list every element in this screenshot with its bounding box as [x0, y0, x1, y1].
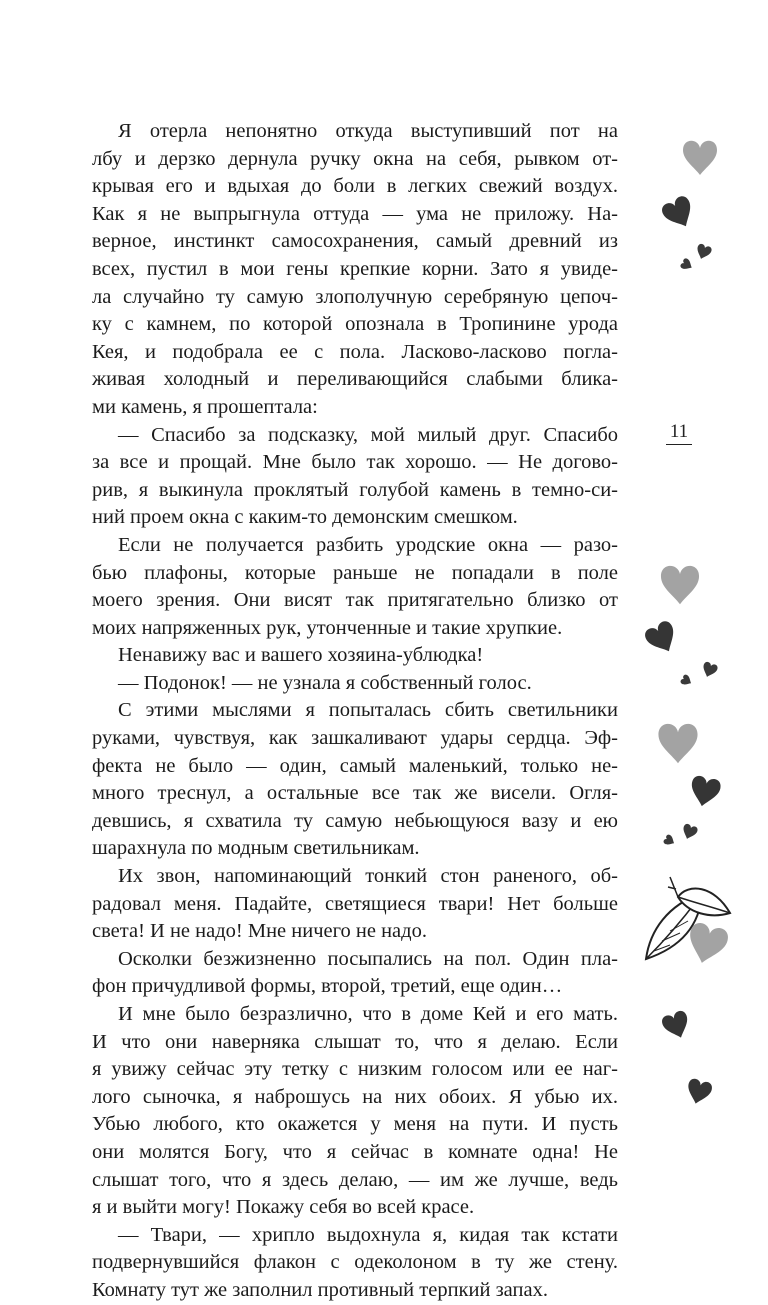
heart-icon — [680, 674, 694, 688]
page-number: 11 — [666, 421, 692, 445]
text-line: — Спасибо за подсказку, мой милый друг. Спасибо — [118, 423, 618, 446]
text-line: моего зрения. Они висят так притягательно близко от — [92, 589, 618, 612]
text-line: лого сыночка, я наброшусь на них обоих. Я убью их. — [92, 1085, 618, 1108]
heart-icon — [663, 834, 677, 848]
text-line: фон причудливой формы, второй, третий, еще один… — [92, 975, 563, 998]
text-line: рив, я выкинула проклятый голубой камень в темно-си- — [92, 478, 618, 501]
text-line: ку с камнем, по которой опознала в Тропинине урода — [92, 313, 618, 336]
text-line: С этими мыслями я попыталась сбить светильники — [118, 699, 618, 722]
heart-icon — [658, 724, 697, 763]
text-line: лбу и дерзко дернула ручку окна на себя, рывком от- — [92, 147, 618, 170]
text-line: Я отерла непонятно откуда выступивший пот на — [118, 120, 618, 142]
text-line: Их звон, напоминающий тонкий стон раненого, об- — [118, 865, 618, 888]
text-line: они молятся Богу, что я сейчас в комнате одна! Не — [92, 1140, 618, 1163]
text-line: И мне было безразлично, что в доме Кей и его мать. — [118, 1003, 618, 1025]
text-line: бью плафоны, которые раньше не попадали в поле — [92, 561, 618, 584]
heart-icon — [684, 1077, 713, 1106]
heart-icon — [660, 194, 699, 233]
text-line: Ненавижу вас и вашего хозяина-ублюдка! — [118, 644, 484, 667]
text-line: ний проем окна с каким-то демонским смешком. — [92, 506, 518, 529]
heart-icon — [694, 243, 712, 261]
text-line: шарахнула по модным светильникам. — [92, 837, 420, 860]
text-line: — Твари, — хрипло выдохнула я, кидая так кстати — [118, 1223, 618, 1246]
heart-icon — [680, 823, 698, 841]
text-line: Осколки безжизненно посыпались на пол. Один пла- — [118, 947, 618, 970]
text-line: руками, чувствуя, как зашкаливают удары сердца. Эф- — [92, 727, 618, 750]
text-line: всех, пустил в мои гены крепкие корни. Зато я увиде- — [92, 257, 618, 280]
heart-icon — [679, 257, 694, 272]
text-line: верное, инстинкт самосохранения, самый древний из — [92, 230, 618, 253]
text-line: И что они наверняка слышат то, что я делаю. Если — [92, 1030, 618, 1053]
text-line: живая холодный и переливающийся слабыми блика- — [92, 368, 618, 391]
text-line: фекта не было — один, самый маленький, только не- — [92, 754, 618, 777]
text-line: света! И не надо! Мне ничего не надо. — [92, 920, 427, 943]
text-line: много треснул, а остальные все так же висели. Огля- — [92, 782, 618, 805]
text-line: Если не получается разбить уродские окна — разо- — [118, 533, 618, 556]
text-line: Кея, и подобрала ее с пола. Ласково-ласково погла- — [92, 340, 618, 363]
heart-icon — [700, 661, 718, 679]
text-line: моих напряженных рук, утонченные и такие хрупкие. — [92, 616, 563, 639]
text-line: крывая его и вдыхая до боли в легких свежий воздух. — [92, 175, 618, 198]
heart-icon — [683, 141, 717, 175]
heart-icon — [661, 566, 699, 604]
text-line: подвернувшийся флакон с одеколоном в ту же стену. — [92, 1251, 618, 1274]
text-line: Комнату тут же заполнил противный терпкий запах. — [92, 1278, 548, 1301]
heart-icon — [660, 1009, 693, 1042]
text-line: за все и прощай. Мне было так хорошо. — Не догово- — [92, 451, 618, 474]
text-line: я увижу сейчас эту тетку с низким голосом или ее наг- — [92, 1058, 618, 1081]
text-line: я и выйти могу! Покажу себя во всей красе. — [92, 1196, 475, 1219]
heart-icon — [643, 619, 682, 658]
text-line: ла случайно ту самую злополучную серебряную цепоч- — [92, 285, 618, 308]
text-line: радовал меня. Падайте, светящиеся твари! Нет больше — [92, 892, 618, 915]
text-line: слышат того, что я здесь делаю, — им же лучше, ведь — [92, 1168, 618, 1191]
text-line: — Подонок! — не узнала я собственный голос. — [118, 671, 532, 694]
text-line: Убью любого, кто окажется у меня на пути. И пусть — [92, 1113, 618, 1136]
heart-icon — [688, 775, 722, 809]
text-line: девшись, я схватила ту самую небьющуюся вазу и ею — [92, 809, 618, 832]
text-line: Как я не выпрыгнула оттуда — ума не приложу. На- — [92, 202, 618, 225]
text-line: ми камень, я прошептала: — [92, 395, 318, 418]
